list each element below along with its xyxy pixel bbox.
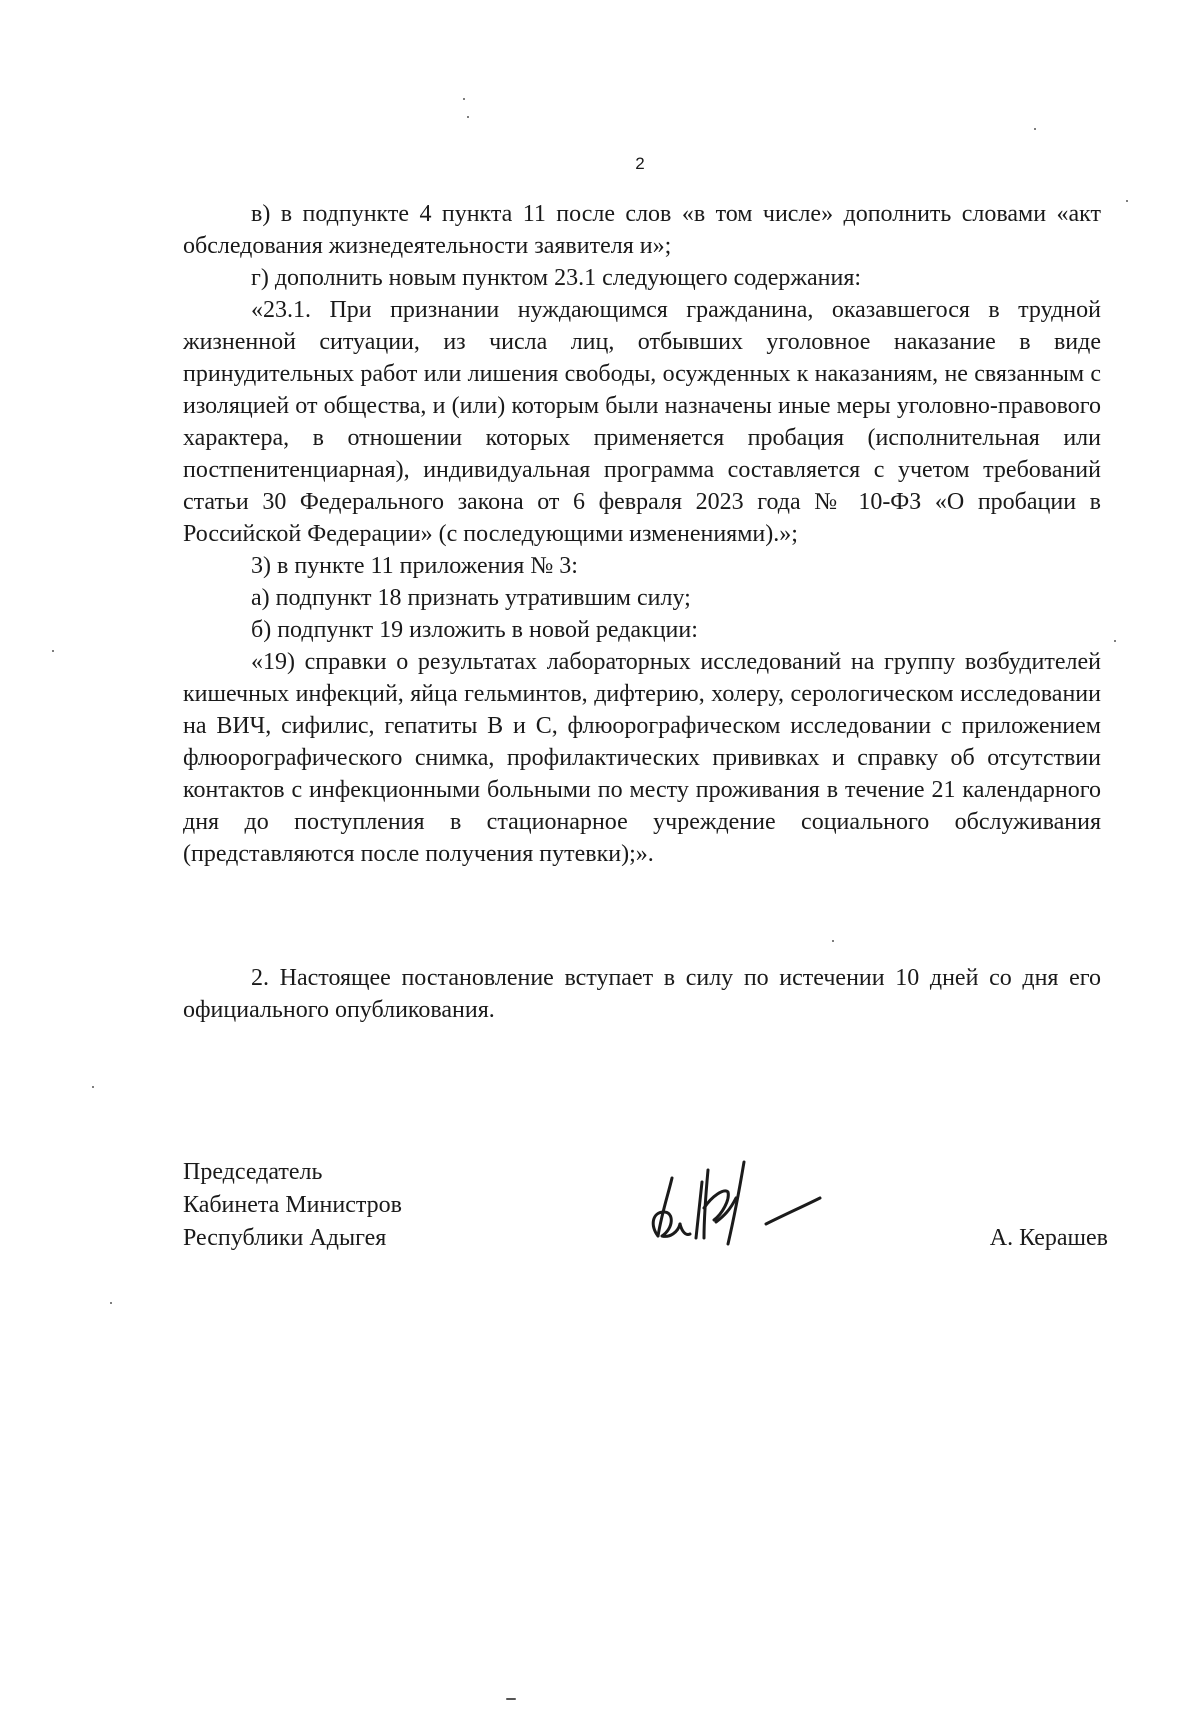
scan-speck — [1114, 640, 1116, 642]
effective-date-clause — [183, 962, 1101, 1026]
scan-speck — [832, 940, 834, 942]
paragraph-effective-date: 2. Настоящее постановление вступает в силу по истечении 10 дней со дня его официального опубликования. — [183, 965, 1101, 1023]
signatory-name: А. Керашев — [989, 1225, 1108, 1251]
amendment-text — [183, 198, 1101, 870]
position-line: Председатель — [183, 1159, 323, 1185]
scan-speck — [1034, 128, 1036, 130]
paragraph-item-23-1: «23.1. При признании нуждающимся гражданина, оказавшегося в трудной жизненной ситуации, из числа лиц, отбывших уголовное наказание в виде принудительных работ или лишения свободы, осужденных к наказаниям, не связанным с изоляцией от общества, и (или) которым были назначены иные меры уголовно-правового характера, в отношении которых применяется пробация (исполнительная или постпенитенциарная), индивидуальная программа составляется с учетом требований статьи 30 Федерального закона от 6 февраля 2023 года № 10-ФЗ «О пробации в Российской Федерации» (с последующими изменениями).»; — [183, 297, 1101, 547]
scan-speck — [506, 1698, 516, 1700]
paragraph-amend-3: 3) в пункте 11 приложения № 3: — [251, 553, 578, 579]
paragraph-item-19: «19) справки о результатах лабораторных исследований на группу возбудителей кишечных инфекций, яйца гельминтов, дифтерию, холеру, серологическом исследовании на ВИЧ, сифилис, гепатиты В и С, флюорографическом исследовании с приложением флюорографического снимка, профилактических прививках и справку об отсутствии контактов с инфекционными больными по месту проживания в течение 21 календарного дня до поступления в стационарное учреждение социального обслуживания (представляются после получения путевки);». — [183, 649, 1101, 867]
paragraph-amend-v: в) в подпункте 4 пункта 11 после слов «в том числе» дополнить словами «акт обследования жизнедеятельности заявителя и»; — [183, 201, 1101, 259]
paragraph-amend-b: б) подпункт 19 изложить в новой редакции: — [251, 617, 698, 643]
signatory-position — [183, 1156, 402, 1255]
page-number: 2 — [635, 154, 645, 173]
position-line: Республики Адыгея — [183, 1225, 387, 1251]
scan-speck — [52, 650, 54, 652]
scan-speck — [467, 116, 469, 118]
handwritten-signature — [640, 1140, 850, 1250]
position-line: Кабинета Министров — [183, 1192, 402, 1218]
paragraph-amend-g: г) дополнить новым пунктом 23.1 следующего содержания: — [251, 265, 862, 291]
scan-speck — [92, 1086, 94, 1088]
paragraph-amend-a: а) подпункт 18 признать утратившим силу; — [251, 585, 691, 611]
scan-speck — [1126, 200, 1128, 202]
scan-speck — [463, 98, 465, 100]
scan-speck — [110, 1302, 112, 1304]
